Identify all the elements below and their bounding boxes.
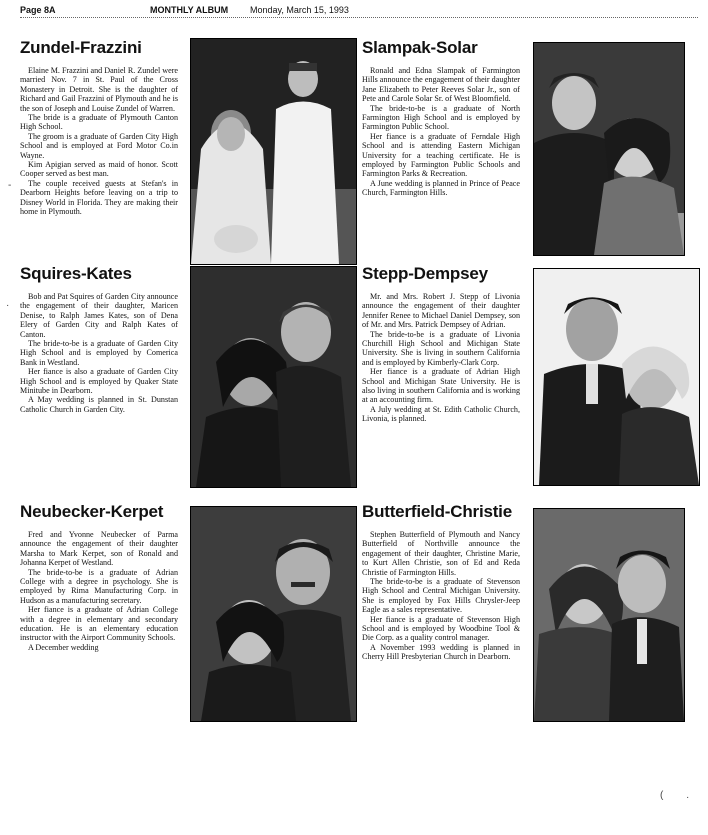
section-name: MONTHLY ALBUM: [150, 5, 229, 15]
margin-mark: (: [660, 790, 664, 801]
announcement-butterfield-christie: [362, 502, 707, 737]
announcement-stepp-dempsey: [362, 264, 707, 499]
headline: Neubecker-Kerpet: [20, 502, 164, 521]
announcement-zundel-frazzini: [20, 38, 365, 273]
announcement-slampak-solar: [362, 38, 707, 273]
headline: Squires-Kates: [20, 264, 132, 283]
margin-mark: -: [8, 180, 12, 191]
paragraph: The bride-to-be is a graduate of Garden City High School and is employed by Comerica Bank in Westland.: [20, 339, 178, 367]
paragraph: A December wedding: [28, 642, 99, 652]
headline: Zundel-Frazzini: [20, 38, 142, 57]
paragraph: The bride-to-be is a graduate of Stevenson High School and Central Michigan University. She is employed by Fox Hills Chrysler-Jeep Eagle as a sales representative.: [362, 577, 520, 615]
header-rule: [20, 17, 698, 18]
paragraph: The bride-to-be is a graduate of Livonia Churchill High School and Michigan State University. She is living in southern California and is employed by Kimberly-Clark Corp.: [362, 329, 520, 367]
margin-mark: ·: [6, 300, 10, 311]
paragraph: The bride is a graduate of Plymouth Canton High School.: [20, 113, 178, 132]
article-body: [362, 530, 520, 662]
couple-photo: [190, 506, 357, 722]
paragraph: A November 1993 wedding is planned in Cherry Hill Presbyterian Church in Dearborn.: [362, 642, 520, 662]
paragraph: Her fiance is a graduate of Adrian College with a degree in elementary and secondary education. He is an elementary education instructor with the Airport Community Schools.: [20, 605, 178, 643]
couple-photo: [533, 42, 685, 256]
paragraph: Mr. and Mrs. Robert J. Stepp of Livonia announce the engagement of their daughter Jennifer Renee to Michael Daniel Dempsey, son of Mr. and Mrs. Patrick Dempsey of Adrian.: [362, 292, 520, 330]
headline: Butterfield-Christie: [362, 502, 512, 521]
couple-photo: [190, 38, 357, 265]
page-header: [0, 0, 708, 20]
paragraph: Ronald and Edna Slampak of Farmington Hills announce the engagement of their daughter Jane Elizabeth to Peter Reeves Solar Jr., son of Pete and Carole Solar Sr. of West Bloomfield.: [362, 66, 520, 104]
article-body: [20, 66, 178, 217]
paragraph: Elaine M. Frazzini and Daniel R. Zundel were married Nov. 7 in St. Paul of the Cross Monastery in Detroit. She is the daughter of Richard and Gail Frazzini of Plymouth and he is the son of Joseph and Louise Zundel of Warren.: [20, 66, 178, 113]
paragraph: The bride-to-be is a graduate of North Farmington High School and is employed by Farmington Public School.: [362, 103, 520, 132]
announcement-neubecker-kerpet: [20, 502, 365, 737]
paragraph: Kim Apigian served as maid of honor. Scott Cooper served as best man.: [20, 160, 178, 179]
article-body: [362, 292, 520, 424]
couple-photo: [533, 508, 685, 722]
headline: Stepp-Dempsey: [362, 264, 488, 283]
paragraph: The groom is a graduate of Garden City High School and is employed at Ford Motor Co.in Wayne.: [20, 131, 178, 160]
paragraph: Stephen Butterfield of Plymouth and Nancy Butterfield of Northville announce the engagement of their daughter, Christine Marie, to Kurt Allen Christie, son of Ed and Reda Christie of Farmington Hills.: [362, 530, 520, 577]
paragraph: A June wedding is planned in Prince of Peace Church, Farmington Hills.: [362, 178, 520, 198]
paragraph: The bride-to-be is a graduate of Adrian College with a degree in psychology. She is employed by Rima Manufacturing Corp. in Hudson as a manufacturing secretary.: [20, 567, 178, 605]
paragraph: A July wedding at St. Edith Catholic Church, Livonia, is planned.: [362, 404, 520, 424]
page-number: Page 8A: [20, 5, 56, 15]
paragraph: Her fiance is a graduate of Stevenson High School and is employed by Woodbine Tool & Die Corp. as a quality control manager.: [362, 614, 520, 643]
headline: Slampak-Solar: [362, 38, 478, 57]
article-body: [20, 292, 178, 414]
paragraph: Fred and Yvonne Neubecker of Parma announce the engagement of their daughter Marsha to Mark Kerpet, son of Ronald and Johanna Kerpet of Westland.: [20, 530, 178, 568]
couple-photo: [533, 268, 700, 486]
paragraph: Her fiance is a graduate of Adrian High School and Michigan State University. He is also living in southern California and is working at an accounting firm.: [362, 367, 520, 405]
article-body: [20, 530, 178, 652]
paragraph: Bob and Pat Squires of Garden City announce the engagement of their daughter, Maricen Denise, to Ralph James Kates, son of Dena Elery of Garden City and Ralph Kates of Canton.: [20, 292, 178, 339]
issue-date: Monday, March 15, 1993: [250, 5, 349, 15]
paragraph: Her fiance is also a graduate of Garden City High School and is employed by Quaker State Minitube in Dearborn.: [20, 367, 178, 396]
paragraph: Her fiance is a graduate of Ferndale High School and is attending Eastern Michigan University for a teaching certificate. He is employed by Farmington Public Schools and Farmington Parks & Recreation.: [362, 131, 520, 179]
paragraph: The couple received guests at Stefan's in Dearborn Heights before leaving on a trip to Disney World in Florida. They are making their home in Plymouth.: [20, 178, 178, 217]
couple-photo: [190, 266, 357, 488]
article-body: [362, 66, 520, 198]
margin-mark: ·: [686, 792, 690, 803]
paragraph: A May wedding is planned in St. Dunstan Catholic Church in Garden City.: [20, 395, 178, 414]
announcement-squires-kates: [20, 264, 365, 499]
